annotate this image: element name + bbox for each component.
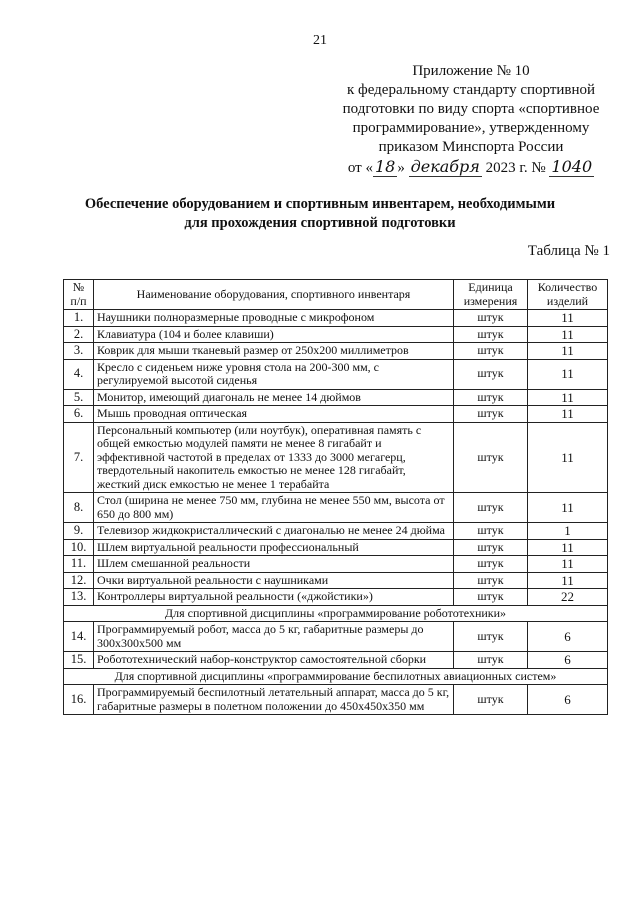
item-unit: штук [454,389,528,406]
table-row [64,685,608,715]
item-unit: штук [454,493,528,523]
item-unit: штук [454,406,528,423]
item-unit: штук [454,556,528,573]
item-name: Монитор, имеющий диагональ не менее 14 дюймов [94,389,454,406]
appendix-line: подготовки по виду спорта «спортивное [342,101,600,117]
item-unit: штук [454,523,528,540]
header-num: № п/п [64,280,94,310]
row-number: 9. [64,523,94,540]
table-row [64,523,608,540]
document-title [60,195,580,233]
item-quantity: 11 [528,343,608,360]
section-title: Для спортивной дисциплины «программирование беспилотных авиационных систем» [64,668,608,685]
item-quantity: 11 [528,493,608,523]
item-name: Очки виртуальной реальности с наушниками [94,572,454,589]
table-row [64,406,608,423]
header-unit: Единица измерения [454,280,528,310]
table-row [64,326,608,343]
item-quantity: 11 [528,572,608,589]
item-quantity: 1 [528,523,608,540]
item-name: Стол (ширина не менее 750 мм, глубина не менее 550 мм, высота от 650 до 800 мм) [94,493,454,523]
title-line-2: для прохождения спортивной подготовки [184,215,456,231]
title-line-1: Обеспечение оборудованием и спортивным инвентарем, необходимыми [84,196,556,212]
item-unit: штук [454,572,528,589]
section-1 [64,605,608,622]
row-number: 10. [64,539,94,556]
section-2-body [64,685,608,715]
item-name: Шлем смешанной реальности [94,556,454,573]
item-quantity: 22 [528,589,608,606]
row-number: 11. [64,556,94,573]
table-row [64,652,608,669]
order-prefix: от « [347,160,373,176]
row-number: 15. [64,652,94,669]
row-number: 13. [64,589,94,606]
item-unit: штук [454,422,528,493]
item-unit: штук [454,652,528,669]
item-quantity: 11 [528,326,608,343]
table-row [64,343,608,360]
order-date-line [326,157,616,178]
item-quantity: 11 [528,422,608,493]
section-2 [64,668,608,685]
page-number: 21 [313,33,327,48]
table-header-row [64,280,608,310]
item-name: Программируемый беспилотный летательный аппарат, масса до 5 кг, габаритные размеры в полетном положении до 450х450х350 мм [94,685,454,715]
item-unit: штук [454,685,528,715]
section-row [64,668,608,685]
item-name: Кресло с сиденьем ниже уровня стола на 200-300 мм, с регулируемой высотой сиденья [94,359,454,389]
table-row [64,359,608,389]
item-quantity: 11 [528,310,608,327]
item-unit: штук [454,359,528,389]
item-unit: штук [454,589,528,606]
row-number: 4. [64,359,94,389]
item-name: Контроллеры виртуальной реальности («джойстики») [94,589,454,606]
item-name: Клавиатура (104 и более клавиши) [94,326,454,343]
row-number: 5. [64,389,94,406]
appendix-header [326,62,616,178]
row-number: 2. [64,326,94,343]
appendix-line: Приложение № 10 [412,63,530,79]
order-month: декабря [410,157,480,176]
table-row [64,389,608,406]
item-name: Шлем виртуальной реальности профессиональный [94,539,454,556]
section-title: Для спортивной дисциплины «программирование робототехники» [64,605,608,622]
row-number: 1. [64,310,94,327]
order-day: 18 [374,157,396,176]
row-number: 14. [64,622,94,652]
item-unit: штук [454,326,528,343]
row-number: 16. [64,685,94,715]
appendix-line: к федеральному стандарту спортивной [346,82,596,98]
table-row [64,422,608,493]
item-name: Робототехнический набор-конструктор самостоятельной сборки [94,652,454,669]
item-name: Мышь проводная оптическая [94,406,454,423]
item-quantity: 11 [528,539,608,556]
row-number: 12. [64,572,94,589]
row-number: 6. [64,406,94,423]
item-name: Программируемый робот, масса до 5 кг, габаритные размеры до 300х300х500 мм [94,622,454,652]
order-year: 2023 г. № [485,160,546,176]
appendix-line: программирование», утвержденному [352,120,590,136]
item-quantity: 6 [528,652,608,669]
row-number: 8. [64,493,94,523]
item-unit: штук [454,539,528,556]
section-1-body [64,622,608,669]
item-quantity: 11 [528,406,608,423]
item-unit: штук [454,622,528,652]
equipment-table [63,279,608,715]
order-number: 1040 [551,157,593,176]
item-quantity: 6 [528,685,608,715]
item-quantity: 11 [528,556,608,573]
table-row [64,589,608,606]
table-row [64,493,608,523]
table-row [64,539,608,556]
order-mid: » [397,160,405,176]
table-row [64,572,608,589]
header-name: Наименование оборудования, спортивного инвентаря [94,280,454,310]
item-unit: штук [454,310,528,327]
item-unit: штук [454,343,528,360]
item-name: Наушники полноразмерные проводные с микрофоном [94,310,454,327]
table-row [64,310,608,327]
table-row [64,622,608,652]
item-quantity: 11 [528,359,608,389]
appendix-line: приказом Минспорта России [378,139,564,155]
table-row [64,556,608,573]
row-number: 3. [64,343,94,360]
item-name: Телевизор жидкокристаллический с диагональю не менее 24 дюйма [94,523,454,540]
item-quantity: 11 [528,389,608,406]
table-label: Таблица № 1 [527,243,610,259]
row-number: 7. [64,422,94,493]
header-qty: Количество изделий [528,280,608,310]
section-row [64,605,608,622]
table-body [64,310,608,606]
item-name: Персональный компьютер (или ноутбук), оперативная память с общей емкостью модулей памяти не менее 8 гигабайт и эффективной частотой в пределах от 1333 до 3000 мегагерц, твердотельный накопитель емкостью не менее 128 гигабайт, жесткий диск емкостью не менее 1 терабайта [94,422,454,493]
item-name: Коврик для мыши тканевый размер от 250х200 миллиметров [94,343,454,360]
item-quantity: 6 [528,622,608,652]
